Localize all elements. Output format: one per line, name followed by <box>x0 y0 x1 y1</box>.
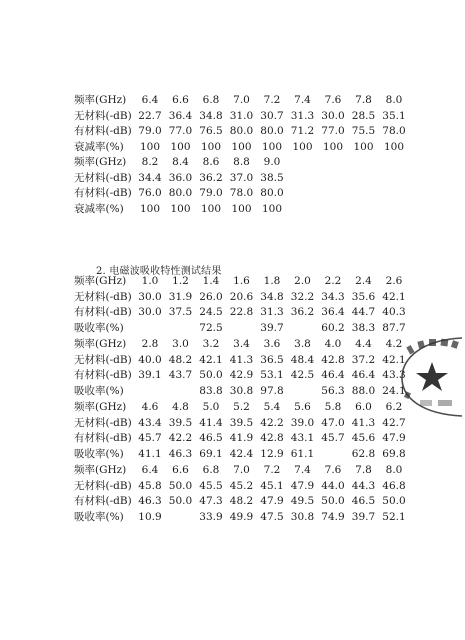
table-cell: 72.5 <box>199 321 223 334</box>
row-label: 频率(GHz) <box>74 401 127 413</box>
table-cell: 30.8 <box>290 510 315 523</box>
row-label: 频率(GHz) <box>74 94 127 106</box>
table-cell: 24.5 <box>199 306 223 318</box>
table-cell: 42.5 <box>290 369 315 381</box>
table-cell: 76.5 <box>199 125 223 137</box>
table-cell: 40.0 <box>138 353 162 366</box>
table-cell: 45.6 <box>351 432 376 444</box>
table-cell: 33.9 <box>199 510 223 523</box>
table-cell: 2.0 <box>294 275 311 287</box>
table-cell: 80.0 <box>260 187 284 199</box>
row-label: 吸收率(%) <box>74 321 124 334</box>
table-cell: 79.0 <box>138 125 162 137</box>
row-label: 衰减率(%) <box>74 202 124 215</box>
row-label: 有材料(-dB) <box>74 125 132 137</box>
table-cell: 77.0 <box>321 125 345 137</box>
table-cell: 6.6 <box>172 464 189 476</box>
table-cell: 100 <box>292 140 313 153</box>
table-cell: 34.8 <box>260 290 284 303</box>
table-cell: 24.1 <box>382 384 406 397</box>
table-cell: 100 <box>322 140 344 153</box>
table-cell: 22.8 <box>229 306 254 318</box>
table-cell: 41.9 <box>229 432 254 444</box>
table-cell: 28.5 <box>351 109 376 122</box>
table-cell: 48.2 <box>229 495 254 507</box>
table-cell: 50.0 <box>168 495 193 507</box>
table-cell: 9.0 <box>263 156 281 168</box>
table-cell: 36.4 <box>168 109 193 122</box>
table-cell: 60.2 <box>321 321 345 334</box>
table-cell: 88.0 <box>351 384 376 397</box>
table-cell: 76.0 <box>138 187 162 199</box>
table-cell: 1.0 <box>141 275 159 287</box>
table-cell: 36.0 <box>168 171 193 184</box>
table-cell: 43.4 <box>138 416 162 429</box>
table-cell: 4.2 <box>385 338 403 350</box>
table-cell: 7.2 <box>263 464 281 476</box>
table-cell: 2.4 <box>355 275 372 287</box>
table-cell: 42.2 <box>168 432 193 444</box>
table-cell: 61.1 <box>290 447 315 460</box>
table-cell: 1.4 <box>202 275 220 287</box>
table-cell: 71.2 <box>290 125 315 137</box>
table-cell: 5.0 <box>202 401 220 413</box>
table-cell: 7.6 <box>324 94 342 106</box>
table-cell: 37.5 <box>168 306 193 318</box>
row-label: 有材料(-dB) <box>74 369 132 381</box>
table-cell: 48.4 <box>290 353 315 366</box>
table-cell: 75.5 <box>351 125 376 137</box>
table-cell: 44.3 <box>351 479 376 492</box>
table-cell: 6.6 <box>172 94 189 106</box>
row-label: 有材料(-dB) <box>74 495 132 507</box>
row-label: 吸收率(%) <box>74 510 124 523</box>
table-cell: 50.0 <box>382 495 406 507</box>
table-cell: 4.4 <box>355 338 372 350</box>
table-cell: 1.8 <box>263 275 281 287</box>
table-cell: 6.0 <box>355 401 372 413</box>
row-label: 有材料(-dB) <box>74 306 132 318</box>
row-label: 频率(GHz) <box>74 156 127 168</box>
table-cell: 10.9 <box>138 510 162 523</box>
row-label: 无材料(-dB) <box>74 479 132 492</box>
table-cell: 100 <box>383 140 405 153</box>
table-cell: 22.7 <box>138 109 162 122</box>
table-cell: 6.2 <box>385 401 403 413</box>
table-cell: 42.8 <box>260 432 284 444</box>
table-cell: 39.5 <box>168 416 193 429</box>
table-cell: 42.1 <box>382 353 406 366</box>
table-cell: 8.0 <box>385 464 403 476</box>
table-cell: 7.8 <box>355 94 372 106</box>
table-cell: 5.2 <box>233 401 250 413</box>
seal-star-icon <box>416 362 448 391</box>
table-cell: 45.2 <box>229 479 254 492</box>
table-cell: 36.2 <box>290 306 315 318</box>
table-cell: 7.0 <box>233 94 250 106</box>
table-cell: 2.8 <box>141 338 159 350</box>
table-cell: 12.9 <box>260 447 284 460</box>
table-cell: 78.0 <box>229 187 254 199</box>
row-label: 无材料(-dB) <box>74 353 132 366</box>
table-cell: 77.0 <box>168 125 193 137</box>
row-label: 有材料(-dB) <box>74 187 132 199</box>
table-cell: 1.6 <box>233 275 250 287</box>
table-cell: 80.0 <box>168 187 193 199</box>
table-cell: 39.1 <box>138 369 162 381</box>
table-cell: 49.9 <box>229 510 254 523</box>
row-label: 衰减率(%) <box>74 140 124 153</box>
row-label: 频率(GHz) <box>74 275 127 287</box>
table-cell: 42.7 <box>382 416 406 429</box>
row-label: 无材料(-dB) <box>74 109 132 122</box>
table-cell: 35.6 <box>351 290 376 303</box>
table-cell: 41.1 <box>138 447 162 460</box>
table-cell: 7.4 <box>294 464 311 476</box>
table-cell: 47.9 <box>290 479 315 492</box>
table-cell: 7.2 <box>263 94 281 106</box>
table-cell: 5.8 <box>324 401 342 413</box>
table-cell: 100 <box>200 140 222 153</box>
table-cell: 41.3 <box>351 416 376 429</box>
table-cell: 42.2 <box>260 416 284 429</box>
table-cell: 45.7 <box>321 432 345 444</box>
table-cell: 30.0 <box>138 306 162 318</box>
table-cell: 47.9 <box>260 495 284 507</box>
table-cell: 46.8 <box>382 479 406 492</box>
table-cell: 8.4 <box>172 156 189 168</box>
table-cell: 87.7 <box>382 321 406 334</box>
table-cell: 3.0 <box>172 338 189 350</box>
table-cell: 42.4 <box>229 447 254 460</box>
table-cell: 97.8 <box>260 384 284 397</box>
table-cell: 40.3 <box>382 306 406 318</box>
table-cell: 100 <box>231 140 252 153</box>
table-cell: 8.2 <box>141 156 159 168</box>
row-label: 吸收率(%) <box>74 384 124 397</box>
table-cell: 100 <box>139 140 161 153</box>
table-cell: 34.3 <box>321 290 345 303</box>
table-cell: 42.1 <box>199 353 223 366</box>
table-cell: 6.8 <box>202 94 220 106</box>
table-cell: 6.8 <box>202 464 220 476</box>
table-cell: 37.0 <box>229 171 254 184</box>
table-cell: 31.3 <box>260 306 284 318</box>
table-cell: 100 <box>200 202 222 215</box>
table-cell: 80.0 <box>260 125 284 137</box>
table-cell: 62.8 <box>351 447 376 460</box>
table-cell: 50.0 <box>168 479 193 492</box>
table-cell: 43.1 <box>290 432 315 444</box>
table-cell: 45.7 <box>138 432 162 444</box>
table-cell: 79.0 <box>199 187 223 199</box>
table-cell: 50.0 <box>321 495 345 507</box>
table-cell: 46.5 <box>351 495 376 507</box>
table-cell: 45.1 <box>260 479 284 492</box>
table-cell: 5.6 <box>294 401 311 413</box>
table-cell: 47.9 <box>382 432 406 444</box>
table-cell: 48.2 <box>168 353 193 366</box>
table-cell: 32.2 <box>290 290 315 303</box>
table-cell: 31.0 <box>229 109 254 122</box>
row-label: 有材料(-dB) <box>74 432 132 444</box>
table-cell: 34.4 <box>138 171 162 184</box>
table-cell: 2.6 <box>385 275 403 287</box>
row-label: 无材料(-dB) <box>74 290 132 303</box>
table-cell: 78.0 <box>382 125 406 137</box>
table-cell: 7.8 <box>355 464 372 476</box>
table-cell: 43.3 <box>382 369 406 381</box>
table-cell: 3.2 <box>202 338 220 350</box>
table-cell: 39.5 <box>229 416 254 429</box>
table-cell: 46.3 <box>138 495 162 507</box>
table-cell: 42.9 <box>229 369 254 381</box>
table-cell: 31.3 <box>290 109 315 122</box>
table-cell: 3.4 <box>233 338 250 350</box>
table-cell: 1.2 <box>172 275 189 287</box>
table-cell: 38.3 <box>351 321 376 334</box>
table-cell: 100 <box>353 140 374 153</box>
table-cell: 30.8 <box>229 384 254 397</box>
table-cell: 4.8 <box>172 401 189 413</box>
table-cell: 52.1 <box>382 510 406 523</box>
table-cell: 42.1 <box>382 290 406 303</box>
table-cell: 46.4 <box>321 369 345 381</box>
table-cell: 31.9 <box>168 290 193 303</box>
table-cell: 44.7 <box>351 306 376 318</box>
table-cell: 20.6 <box>229 290 254 303</box>
table-cell: 100 <box>261 140 283 153</box>
table-cell: 53.1 <box>260 369 284 381</box>
table-cell: 35.1 <box>382 109 406 122</box>
table-cell: 38.5 <box>260 171 284 184</box>
table-cell: 36.5 <box>260 353 284 366</box>
table-cell: 5.4 <box>263 401 281 413</box>
table-cell: 46.5 <box>199 432 223 444</box>
table-cell: 8.8 <box>233 156 250 168</box>
table-cell: 6.4 <box>141 464 159 476</box>
table-cell: 69.8 <box>382 447 406 460</box>
table-cell: 36.2 <box>199 171 223 184</box>
row-label: 频率(GHz) <box>74 338 127 350</box>
table-cell: 50.0 <box>199 369 223 381</box>
table-cell: 30.7 <box>260 109 284 122</box>
table-cell: 39.0 <box>290 416 315 429</box>
table-cell: 7.6 <box>324 464 342 476</box>
table-cell: 83.8 <box>199 384 223 397</box>
table-cell: 3.8 <box>294 338 311 350</box>
table-cell: 100 <box>170 140 191 153</box>
table-cell: 49.5 <box>290 495 315 507</box>
table-cell: 4.0 <box>324 338 342 350</box>
table-cell: 3.6 <box>263 338 281 350</box>
table-cell: 47.3 <box>199 495 223 507</box>
table-cell: 41.4 <box>199 416 223 429</box>
table-cell: 8.0 <box>385 94 403 106</box>
table-cell: 7.4 <box>294 94 311 106</box>
table-cell: 30.0 <box>321 109 345 122</box>
table-cell: 45.5 <box>199 479 223 492</box>
row-label: 无材料(-dB) <box>74 171 132 184</box>
table-cell: 69.1 <box>199 447 223 460</box>
table-cell: 43.7 <box>168 369 193 381</box>
row-label: 频率(GHz) <box>74 464 127 476</box>
table-cell: 42.8 <box>321 353 345 366</box>
table-cell: 36.4 <box>321 306 345 318</box>
table-cell: 47.0 <box>321 416 345 429</box>
official-seal-stamp <box>396 332 462 418</box>
table-cell: 46.4 <box>351 369 376 381</box>
table-cell: 46.3 <box>168 447 193 460</box>
table-cell: 41.3 <box>229 353 254 366</box>
table-cell: 39.7 <box>351 510 376 523</box>
table-cell: 100 <box>139 202 161 215</box>
table-cell: 30.0 <box>138 290 162 303</box>
table-cell: 47.5 <box>260 510 284 523</box>
table-cell: 6.4 <box>141 94 159 106</box>
table-cell: 100 <box>170 202 191 215</box>
table-cell: 80.0 <box>229 125 254 137</box>
table-cell: 7.0 <box>233 464 250 476</box>
section-heading: 2. 电磁波吸收特性测试结果 <box>96 266 222 277</box>
table-cell: 8.6 <box>202 156 220 168</box>
table-cell: 34.8 <box>199 109 223 122</box>
row-label: 无材料(-dB) <box>74 416 132 429</box>
table-cell: 2.2 <box>324 275 342 287</box>
table-cell: 4.6 <box>141 401 159 413</box>
table-cell: 39.7 <box>260 321 284 334</box>
table-cell: 56.3 <box>321 384 345 397</box>
table-cell: 100 <box>261 202 283 215</box>
table-cell: 74.9 <box>321 510 345 523</box>
table-cell: 26.0 <box>199 290 223 303</box>
row-label: 吸收率(%) <box>74 447 124 460</box>
table-cell: 45.8 <box>138 479 162 492</box>
table-cell: 44.0 <box>321 479 345 492</box>
table-cell: 37.2 <box>351 353 376 366</box>
table-cell: 100 <box>231 202 252 215</box>
